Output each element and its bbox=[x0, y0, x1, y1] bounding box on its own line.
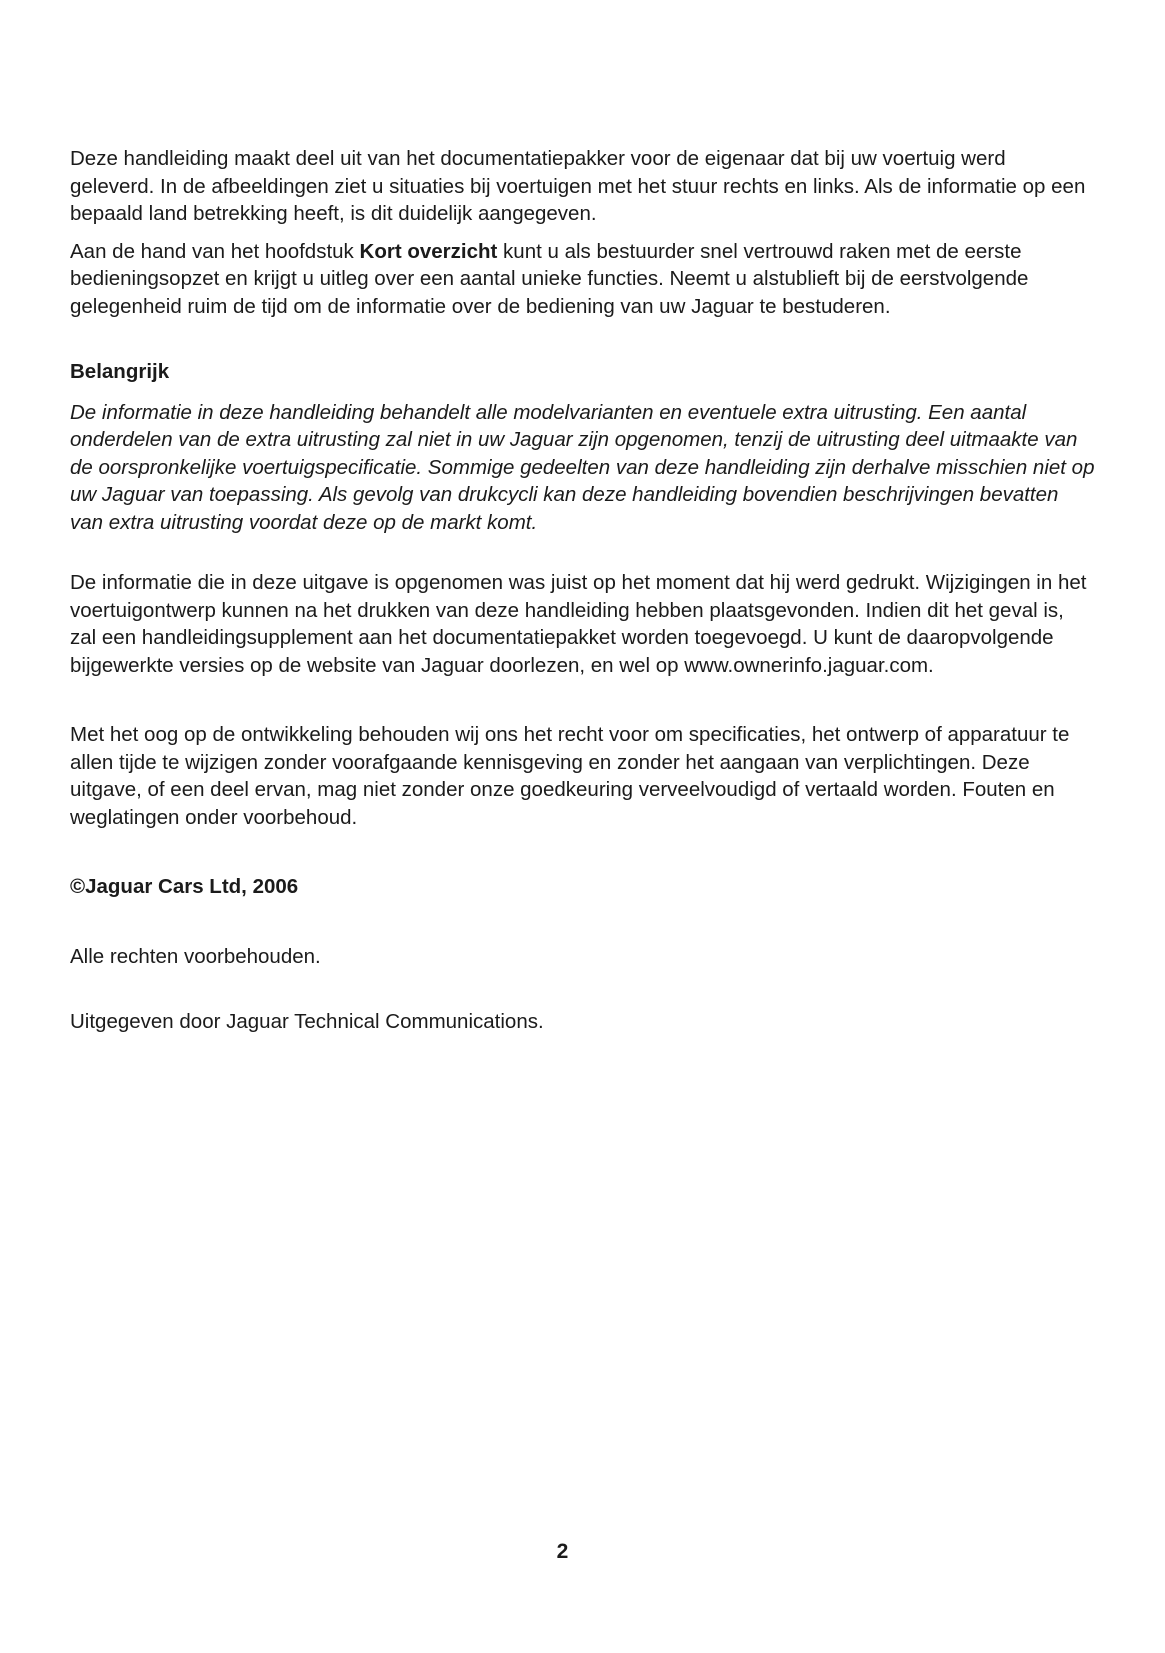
important-heading: Belangrijk bbox=[70, 360, 170, 383]
overview-text-after: kunt u als bestuurder snel vertrouwd raken met de eerste bedieningsopzet en krijgt u uitleg over een aantal unieke functies. Neemt u alstublieft bij de eerstvolgende gelegenheid ruim de tijd om de informatie over de bediening van uw Jaguar te bestuderen. bbox=[70, 239, 1029, 318]
copyright-line: ©Jaguar Cars Ltd, 2006 bbox=[70, 875, 299, 898]
disclaimer-paragraph: De informatie in deze handleiding behandelt alle modelvarianten en eventuele extra uitrusting. Een aantal onderdelen van de extra uitrusting zal niet in uw Jaguar zijn opgenomen, tenzij de uitrusting deel uitmaakte van de oorspronkelijke voertuigspecificatie. Sommige gedeelten van deze handleiding zijn derhalve misschien niet op uw Jaguar van toepassing. Als gevolg van drukcycli kan deze handleiding bovendien beschrijvingen bevatten van extra uitrusting voordat deze op de markt komt. bbox=[70, 400, 1095, 534]
overview-paragraph bbox=[70, 238, 1095, 321]
chapter-reference-bold: Kort overzicht bbox=[359, 239, 498, 263]
page-number: 2 bbox=[556, 1540, 569, 1563]
print-info-paragraph: De informatie die in deze uitgave is opgenomen was juist op het moment dat hij werd gedrukt. Wijzigingen in het voertuigontwerp kunnen na het drukken van deze handleiding hebben plaatsgevonden. Indien dit het geval is, zal een handleidingsupplement aan het documentatiepakket worden toegevoegd. U kunt de daaropvolgende bijgewerkte versies op de website van Jaguar doorlezen, en wel op www.ownerinfo.jaguar.com. bbox=[70, 571, 1087, 677]
all-rights-line: Alle rechten voorbehouden. bbox=[70, 944, 321, 968]
intro-paragraph: Deze handleiding maakt deel uit van het documentatiepakker voor de eigenaar dat bij uw voertuig werd geleverd. In de afbeeldingen ziet u situaties bij voertuigen met het stuur rechts en links. Als de informatie op een bepaald land betrekking heeft, is dit duidelijk aangegeven. bbox=[70, 147, 1086, 225]
publisher-line: Uitgegeven door Jaguar Technical Communications. bbox=[70, 1010, 544, 1033]
rights-reservation-paragraph: Met het oog op de ontwikkeling behouden wij ons het recht voor om specificaties, het ontwerp of apparatuur te allen tijde te wijzigen zonder voorafgaande kennisgeving en zonder het aangaan van verplichtingen. Deze uitgave, of een deel ervan, mag niet zonder onze goedkeuring verveelvoudigd of vertaald worden. Fouten en weglatingen onder voorbehoud. bbox=[70, 723, 1070, 829]
overview-text-before: Aan de hand van het hoofdstuk bbox=[70, 239, 360, 263]
